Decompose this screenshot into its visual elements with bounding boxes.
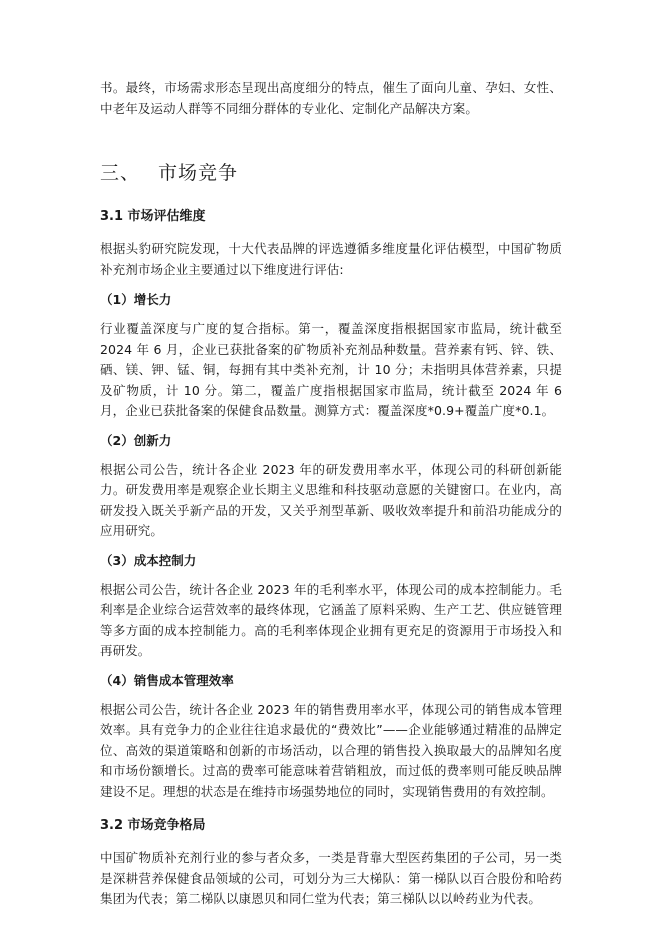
item-cost-control-body: 根据公司公告，统计各企业 2023 年的毛利率水平，体现公司的成本控制能力。毛利率是企业综合运营效率的最终体现，它涵盖了原料采购、生产工艺、供应链管理等多方面的成本控制能力。高的毛利率体现企业拥有更充足的资源用于市场投入和再研发。: [100, 581, 562, 658]
subsection-3-2-body: 中国矿物质补充剂行业的参与者众多，一类是背靠大型医药集团的子公司，另一类是深耕营养保健食品领域的公司，可划分为三大梯队：第一梯队以百合股份和哈药集团为代表；第二梯队以康恩贝和同仁堂为代表；第三梯队以以岭药业为代表。: [100, 850, 562, 906]
intro-paragraph: 书。最终，市场需求形态呈现出高度细分的特点，催生了面向儿童、孕妇、女性、中老年及运动人群等不同细分群体的专业化、定制化产品解决方案。: [100, 80, 562, 116]
item-innovation-title: （2）创新力: [100, 432, 172, 448]
subsection-3-1-title: 3.1 市场评估维度: [100, 209, 206, 224]
subsection-3-1-intro: 根据头豹研究院发现，十大代表品牌的评选遵循多维度量化评估模型，中国矿物质补充剂市场企业主要通过以下维度进行评估:: [100, 241, 562, 277]
section-3-heading: [100, 161, 562, 185]
subsection-3-2-title: 3.2 市场竞争格局: [100, 818, 206, 833]
item-sales-efficiency-body: 根据公司公告，统计各企业 2023 年的销售费用率水平，体现公司的销售成本管理效率。具有竞争力的企业往往追求最优的“费效比”——企业能够通过精准的品牌定位、高效的渠道策略和创新的市场活动，以合理的销售投入换取最大的品牌知名度和市场份额增长。过高的费率可能意味着营销粗放，而过低的费率则可能反映品牌建设不足。理想的状态是在维持市场强势地位的同时，实现销售费用的有效控制。: [100, 701, 562, 799]
item-growth-title: （1）增长力: [100, 292, 172, 307]
section-3-number: 三、: [100, 162, 141, 184]
document-page: [100, 78, 562, 910]
section-3-title: 市场竞争: [158, 162, 239, 184]
item-cost-control-title: （3）成本控制力: [100, 552, 197, 568]
item-sales-efficiency-title: （4）销售成本管理效率: [100, 672, 234, 688]
item-innovation-body: 根据公司公告，统计各企业 2023 年的研发费用率水平，体现公司的科研创新能力。研发费用率是观察企业长期主义思维和科技驱动意愿的关键窗口。在业内，高研发投入既关乎新产品的开发，又关乎剂型革新、吸收效率提升和前沿功能成分的应用研究。: [100, 461, 562, 538]
item-growth-body: 行业覆盖深度与广度的复合指标。第一，覆盖深度指根据国家市监局，统计截至 2024 年 6 月，企业已获批备案的矿物质补充剂品种数量。营养素有钙、锌、铁、硒、镁、钾、锰、铜，每拥有其中类补充剂，计 10 分；未指明具体营养素，只提及矿物质，计 10 分。第二，覆盖广度指根据国家市监局，统计截至 2024 年 6 月，企业已获批备案的保健食品数量。测算方式：覆盖深度*0.9+覆盖广度*0.1。: [100, 321, 562, 418]
